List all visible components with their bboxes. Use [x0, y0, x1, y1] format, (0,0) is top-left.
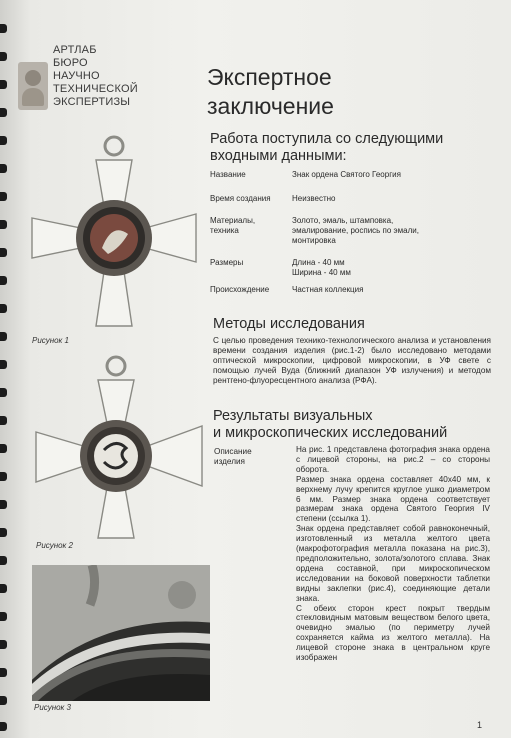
logo-line: ЭКСПЕРТИЗЫ [53, 96, 131, 108]
figure-2-order-back [30, 350, 216, 542]
figure-2-caption: Рисунок 2 [36, 541, 73, 550]
paragraph: Размер знака ордена составляет 40x40 мм, к верхнему лучу крепится круглое ушко диаметром 6 мм. Размер знака ордена соответствует размерам знака ордена Святого Георгия IV степени (ссылка 1). [296, 474, 490, 524]
results-text [296, 445, 490, 663]
logo-line: АРТЛАБ [53, 44, 97, 56]
document-page: АРТЛАБ БЮРО НАУЧНО ТЕХНИЧЕСКОЙ ЭКСПЕРТИЗЫ Экспертное заключение Работа поступила со следующими входными данными: Название Знак ордена Святого Георгия Время создания Неизвестно Материалы, техника Золото, эмаль, штамповка, эмалирование, роспись по эмали, монтировка Размеры Длина - 40 мм Ширина - 40 мм Происхождение Частная коллекция Методы исследования С целью проведения технико-технологического анализа и установления времени создания изделия (рис.1-2) было исследовано методами оптической микроскопии, цифровой микроскопии, в УФ свете с помощью лучей Вуда (ближний диапазон УФ излучения) и методом рентгено-флуоресцентного анализа (РФА). Результаты визуальных и микроскопических исследований Описание изделия На рис. 1 представлена фотография знака ордена с лицевой стороны, на рис.2 – со стороны оборота. Размер знака ордена составляет 40x40 мм, к верхнему лучу крепится круглое ушко диаметром 6 мм. Размер знака ордена соответствует размерам знака ордена Святого Георгия IV степени (ссылка 1). Знак ордена представляет собой равноконечный, изготовленный из металла желтого цвета (макрофотография металла показана на рис.3), предположительно, золота/золотого сплава. Знак ордена составной, при микроскопическом исследовании на боковой поверхности таблетки видны заклепки (рис.4), соединяющие детали знака. С обеих сторон крест покрыт твердым стекловидным матовым веществом белого цвета, очевидно эмалью (по периметру лучей сохраняется кайма из желтого металла). На лицевой стороне знака в центральном круге изображен Рисунок 1 Рисунок 2 Рисунок 3 1 [0, 0, 511, 738]
figure-3-caption: Рисунок 3 [34, 703, 71, 712]
spiral-binding [0, 0, 9, 738]
paragraph: Знак ордена представляет собой равноконечный, изготовленный из металла желтого цвета (макрофотография металла показана на рис.3), предположительно, золота/золотого сплава. Знак ордена составной, при микроскопическом исследовании на боковой поверхности таблетки видны заклепки (рис.4), соединяющие детали знака. [296, 524, 490, 603]
logo-line: НАУЧНО [53, 70, 100, 82]
figure-1-order-front [24, 130, 210, 334]
logo-line: БЮРО [53, 57, 88, 69]
logo-text [53, 44, 138, 109]
figure-1-caption: Рисунок 1 [32, 336, 69, 345]
logo-emblem [18, 62, 48, 110]
document-title: Экспертное заключение [207, 64, 334, 119]
methods-heading: Методы исследования [213, 316, 365, 332]
figure-3-macro-photo [32, 565, 210, 701]
input-heading: Работа поступила со следующими входными данными: [210, 131, 444, 164]
paragraph: На рис. 1 представлена фотография знака ордена с лицевой стороны, на рис.2 – со стороны оборота. [296, 445, 490, 474]
paragraph: С обеих сторон крест покрыт твердым стекловидным матовым веществом белого цвета, очевидно эмалью (по периметру лучей сохраняется кайма из желтого металла). На лицевой стороне знака в центральном круге изображен [296, 603, 490, 663]
results-heading: Результаты визуальных и микроскопических исследований [213, 408, 448, 441]
logo-line: ТЕХНИЧЕСКОЙ [53, 83, 138, 95]
methods-text: С целью проведения технико-технологического анализа и установления времени создания изделия (рис.1-2) было исследовано методами оптической микроскопии, цифровой микроскопии, в УФ свете с помощью лучей Вуда (ближний диапазон УФ излучения) и методом рентгено-флуоресцентного анализа (РФА). [213, 336, 491, 385]
page-number: 1 [477, 720, 483, 730]
results-side-label: Описание изделия [214, 447, 252, 466]
